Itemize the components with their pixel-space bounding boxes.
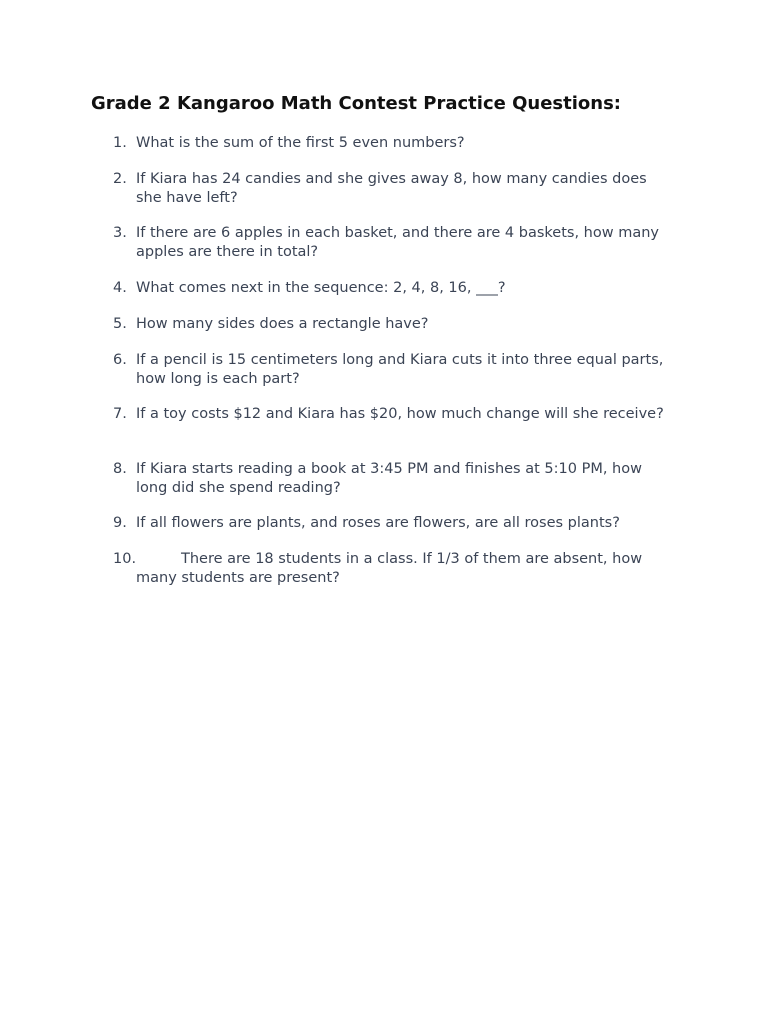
question-number: 10.	[113, 551, 137, 567]
question-item	[113, 405, 673, 424]
question-text: What is the sum of the first 5 even numbers?	[136, 135, 465, 151]
document-title: Grade 2 Kangaroo Math Contest Practice Questions:	[91, 93, 622, 114]
question-text: There are 18 students in a class. If 1/3 of them are absent, how many students are present?	[136, 551, 643, 586]
question-text: If Kiara has 24 candies and she gives away 8, how many candies does she have left?	[136, 171, 647, 206]
question-item	[113, 460, 673, 497]
question-number: 2.	[113, 171, 127, 187]
question-text: If a toy costs $12 and Kiara has $20, how much change will she receive?	[136, 406, 664, 422]
question-item	[113, 315, 673, 334]
question-item	[113, 351, 673, 388]
question-number: 6.	[113, 352, 127, 368]
question-number: 9.	[113, 515, 127, 531]
question-number: 8.	[113, 461, 127, 477]
question-item	[113, 134, 673, 153]
question-number: 3.	[113, 225, 127, 241]
question-text: If all flowers are plants, and roses are flowers, are all roses plants?	[136, 515, 620, 531]
question-item	[113, 514, 673, 533]
question-number: 7.	[113, 406, 127, 422]
question-number: 5.	[113, 316, 127, 332]
question-item	[113, 550, 673, 587]
question-text: If a pencil is 15 centimeters long and Kiara cuts it into three equal parts, how long is each part?	[136, 352, 664, 387]
question-number: 4.	[113, 280, 127, 296]
question-item	[113, 279, 673, 298]
question-text: How many sides does a rectangle have?	[136, 316, 429, 332]
question-text: If there are 6 apples in each basket, and there are 4 baskets, how many apples are there in total?	[136, 225, 659, 260]
question-text: If Kiara starts reading a book at 3:45 PM and finishes at 5:10 PM, how long did she spend reading?	[136, 461, 642, 496]
question-text: What comes next in the sequence: 2, 4, 8, 16, ___?	[136, 280, 506, 296]
question-number: 1.	[113, 135, 127, 151]
question-item	[113, 224, 673, 261]
question-item	[113, 170, 673, 207]
